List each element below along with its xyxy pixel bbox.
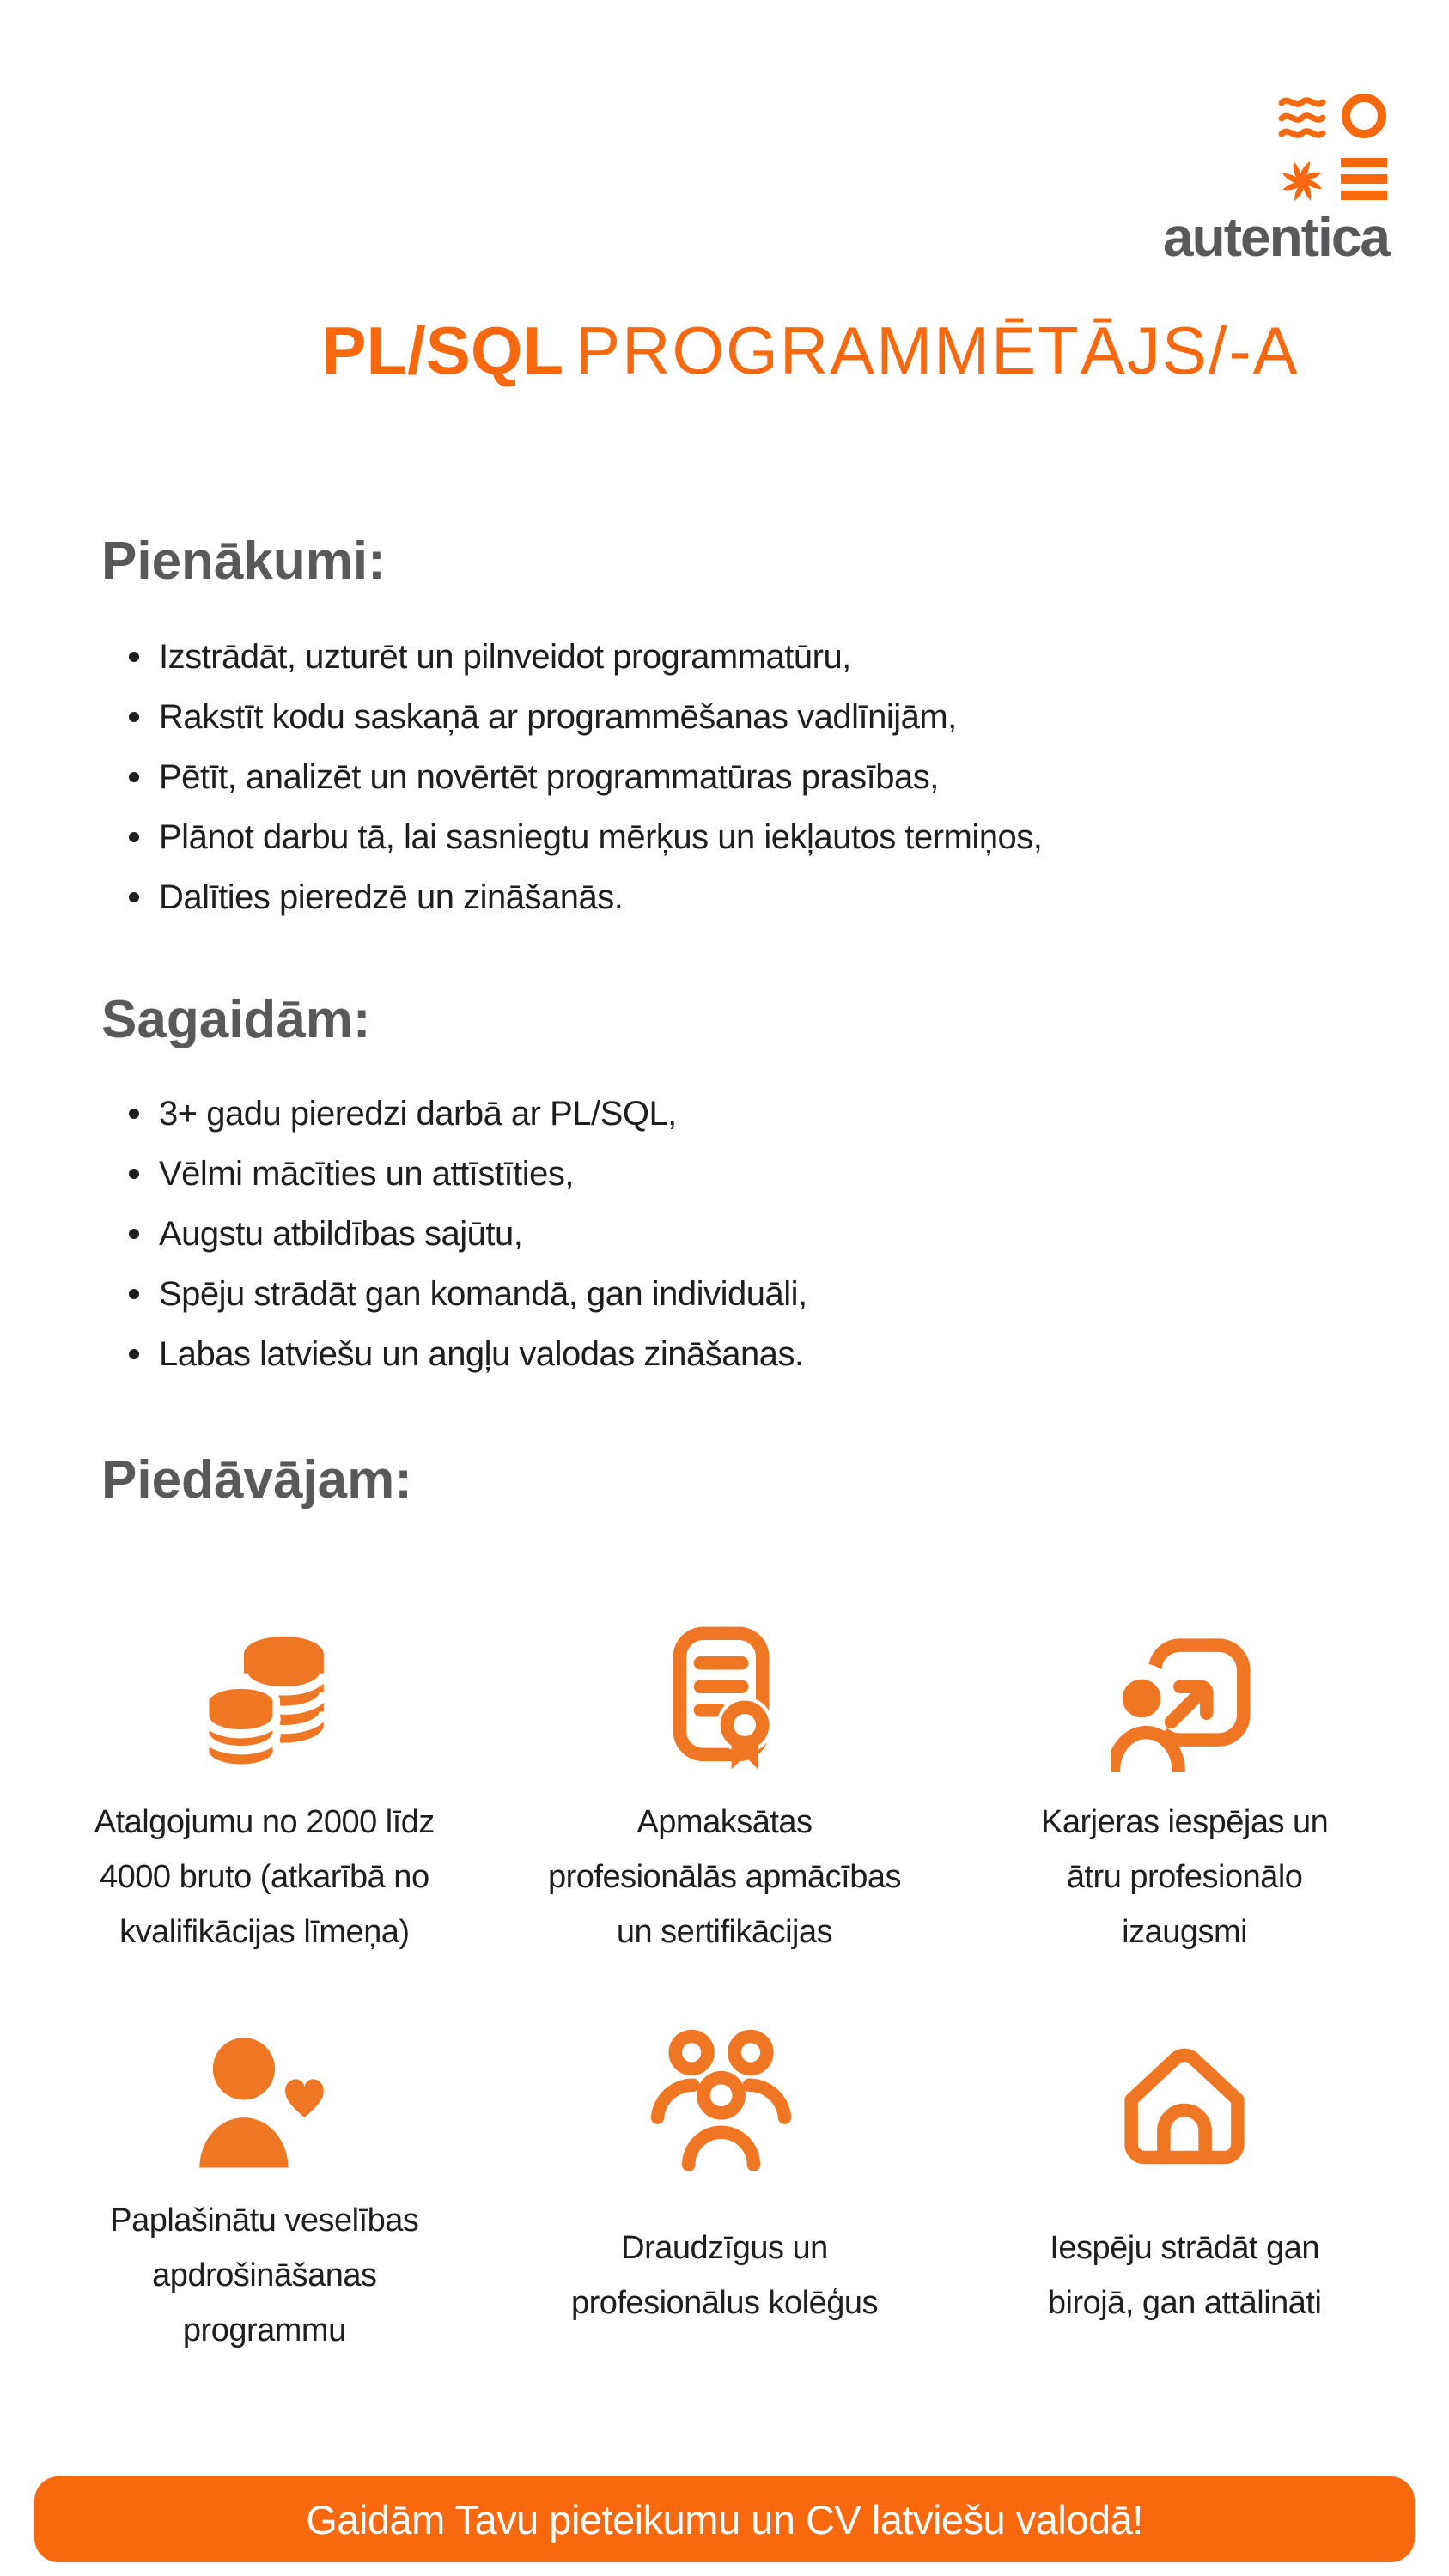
bullet-item: Augstu atbildības sajūtu, (159, 1204, 807, 1264)
coins-icon-wrap (191, 1599, 338, 1779)
caption-line: ātru profesionālo (1066, 1859, 1303, 1895)
career-icon (1111, 1625, 1258, 1772)
caption-line: 4000 bruto (atkarībā no (100, 1859, 429, 1895)
offer-grid (34, 1599, 1415, 2361)
caption-line: un sertifikācijas (616, 1914, 833, 1950)
team-icon-wrap (650, 1997, 798, 2178)
certificate-icon-wrap (650, 1599, 798, 1779)
section-heading-duties: Pienākumi: (101, 532, 386, 591)
bullet-item: Dalīties pieredzē un zināšanās. (159, 867, 1042, 927)
job-title (0, 314, 1449, 388)
caption-line: programmu (182, 2312, 346, 2348)
offer-caption-career (1041, 1791, 1328, 1963)
pinwheel-icon (1277, 155, 1327, 204)
career-icon-wrap (1111, 1599, 1258, 1779)
offer-caption-colleagues (571, 2190, 878, 2361)
job-title-rest: PROGRAMMĒTĀJS/-A (575, 313, 1300, 388)
insured-person-heart-icon (191, 2023, 338, 2171)
duties-list (159, 627, 1042, 927)
team-icon (650, 2023, 798, 2171)
certificate-icon (650, 1625, 798, 1772)
offer-card-insurance (34, 1997, 495, 2361)
coins-icon (191, 1625, 338, 1772)
ring-icon (1339, 93, 1389, 143)
offer-caption-salary (94, 1791, 435, 1963)
caption-line: Paplašinātu veselības (110, 2202, 419, 2239)
caption-line: Draudzīgus un (621, 2230, 828, 2266)
insurance-icon-wrap (191, 1997, 338, 2178)
bullet-item: Izstrādāt, uzturēt un pilnveidot programmatūru, (159, 627, 1042, 687)
job-title-highlight: PL/SQL (321, 313, 564, 388)
offer-caption-remote (1048, 2190, 1322, 2361)
caption-line: Apmaksātas (636, 1804, 813, 1840)
bullet-item: Plānot darbu tā, lai sasniegtu mērķus un iekļautos termiņos, (159, 807, 1042, 867)
bullet-item: Rakstīt kodu saskaņā ar programmēšanas vadlīnijām, (159, 687, 1042, 747)
bullet-item: Labas latviešu un angļu valodas zināšanas. (159, 1324, 807, 1384)
offer-caption-insurance (110, 2190, 418, 2361)
caption-line: Karjeras iespējas un (1041, 1804, 1329, 1840)
cta-banner-text: Gaidām Tavu pieteikumu un CV latviešu valodā! (306, 2496, 1143, 2543)
section-heading-expectations: Sagaidām: (101, 990, 371, 1049)
logo-icon-grid (1277, 93, 1389, 204)
brand-wordmark: autentica (1163, 206, 1389, 268)
cta-banner[interactable] (34, 2476, 1415, 2562)
caption-line: apdrošināšanas (152, 2257, 377, 2293)
caption-line: Atalgojumu no 2000 līdz (94, 1804, 435, 1840)
offer-caption-training (548, 1791, 901, 1963)
offer-card-training (495, 1599, 955, 1963)
offer-card-salary (34, 1599, 495, 1963)
bars-icon (1339, 155, 1389, 204)
offer-card-remote (954, 1997, 1415, 2361)
expectations-list (159, 1084, 807, 1384)
bullet-item: Spēju strādāt gan komandā, gan individuāli, (159, 1264, 807, 1324)
bullet-item: Vēlmi mācīties un attīstīties, (159, 1144, 807, 1204)
home-icon-wrap (1111, 1997, 1258, 2178)
caption-line: profesionālās apmācības (548, 1859, 901, 1895)
offer-card-colleagues (495, 1997, 955, 2361)
waves-icon (1277, 93, 1327, 143)
caption-line: kvalifikācijas līmeņa) (119, 1914, 410, 1950)
caption-line: izaugsmi (1122, 1914, 1248, 1950)
bullet-item: 3+ gadu pieredzi darbā ar PL/SQL, (159, 1084, 807, 1144)
section-heading-offer: Piedāvājam: (101, 1450, 412, 1510)
autentica-logo (1163, 93, 1389, 268)
bullet-item: Pētīt, analizēt un novērtēt programmatūras prasības, (159, 747, 1042, 807)
caption-line: profesionālus kolēģus (570, 2285, 879, 2321)
offer-card-career (954, 1599, 1415, 1963)
caption-line: birojā, gan attālināti (1047, 2285, 1322, 2321)
caption-line: Iespēju strādāt gan (1050, 2230, 1320, 2266)
home-icon (1111, 2023, 1258, 2171)
